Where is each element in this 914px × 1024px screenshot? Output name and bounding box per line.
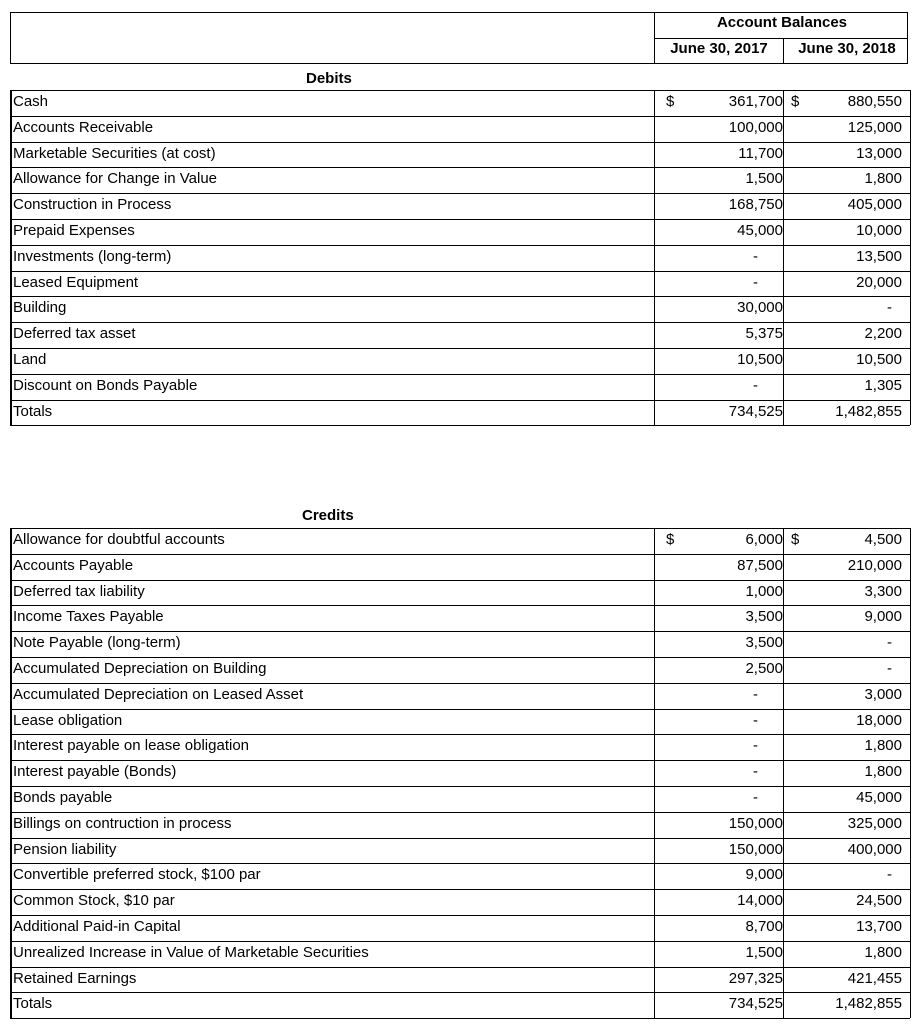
table-row [10, 528, 910, 554]
table-row [10, 142, 910, 168]
value-2017: 8,700 [745, 918, 783, 935]
value-2018: 1,800 [864, 763, 902, 781]
value-2018: 1,305 [864, 376, 902, 394]
debits-column-divider [783, 90, 784, 425]
value-2017: - [753, 789, 758, 806]
table-row [10, 838, 910, 864]
value-2018: 2,200 [864, 325, 902, 343]
row-label: Accumulated Depreciation on Building [13, 660, 267, 677]
row-label: Interest payable (Bonds) [13, 763, 177, 781]
row-label: Pension liability [13, 840, 117, 858]
value-2018: 400,000 [847, 840, 902, 858]
value-2017: 1,500 [745, 170, 783, 188]
table-row [10, 271, 910, 297]
row-label: Common Stock, $10 par [13, 892, 175, 910]
value-2018: 13,500 [856, 247, 902, 265]
currency-symbol-2017: $ [666, 93, 675, 110]
row-label: Construction in Process [13, 196, 172, 214]
row-label: Marketable Securities (at cost) [13, 144, 216, 162]
table-row [10, 967, 910, 993]
currency-symbol-2017: $ [666, 531, 675, 548]
value-2017: - [753, 711, 758, 729]
row-label: Billings on contruction in process [13, 814, 232, 832]
row-label: Leased Equipment [13, 273, 139, 291]
value-2017: - [753, 685, 758, 703]
table-row [10, 683, 910, 709]
table-row [10, 760, 910, 786]
credits-column-divider [910, 528, 911, 1018]
value-2018: 10,500 [856, 351, 902, 368]
row-label: Convertible preferred stock, $100 par [13, 866, 261, 884]
currency-symbol-2018: $ [791, 93, 800, 110]
table-row [10, 657, 910, 683]
value-2017: - [753, 273, 758, 291]
value-2018: 3,000 [864, 685, 902, 703]
row-label: Retained Earnings [13, 969, 137, 987]
row-label: Interest payable on lease obligation [13, 737, 250, 755]
value-2017: 734,525 [728, 995, 783, 1013]
table-row [10, 992, 910, 1018]
value-2018: - [887, 634, 892, 652]
row-label: Deferred tax asset [13, 325, 136, 343]
value-2017: - [753, 247, 758, 265]
value-2017: 361,700 [728, 93, 783, 110]
value-2017: 150,000 [728, 814, 783, 832]
row-label: Note Payable (long-term) [13, 634, 181, 652]
value-2017: 3,500 [745, 608, 783, 626]
value-2018: 125,000 [847, 118, 902, 136]
value-2017: 150,000 [728, 840, 783, 858]
value-2018: 18,000 [856, 711, 902, 729]
row-label: Cash [13, 93, 49, 110]
value-2017: 87,500 [737, 556, 783, 574]
row-label: Deferred tax liability [13, 582, 145, 600]
value-2017: 10,500 [737, 351, 783, 368]
table-row [10, 116, 910, 142]
row-label: Bonds payable [13, 789, 113, 806]
table-row [10, 400, 910, 426]
row-label: Additional Paid-in Capital [13, 918, 181, 935]
table-row [10, 863, 910, 889]
table-row [10, 374, 910, 400]
table-row [10, 167, 910, 193]
row-divider [10, 1018, 654, 1019]
value-2018: 325,000 [847, 814, 902, 832]
table-row [10, 709, 910, 735]
value-2018: 880,550 [847, 93, 902, 110]
value-2018: 24,500 [856, 892, 902, 910]
value-2018: 13,000 [856, 144, 902, 162]
account-balances-title: Account Balances [716, 14, 848, 31]
column-header-2017: June 30, 2017 [670, 40, 768, 57]
value-divider [654, 1018, 910, 1019]
value-2017: 1,500 [745, 943, 783, 961]
value-2017: 3,500 [745, 634, 783, 652]
table-row [10, 90, 910, 116]
value-2018: - [887, 866, 892, 884]
row-label: Unrealized Increase in Value of Marketable Securities [13, 943, 369, 961]
value-2017: 1,000 [745, 582, 783, 600]
value-2017: 11,700 [738, 144, 783, 162]
table-row [10, 941, 910, 967]
value-2017: 14,000 [737, 892, 783, 910]
credits-column-divider [783, 528, 784, 1018]
row-label: Totals [13, 402, 53, 420]
table-row [10, 786, 910, 812]
value-2018: 210,000 [847, 556, 902, 574]
row-label: Discount on Bonds Payable [13, 376, 198, 394]
value-2018: 45,000 [856, 789, 902, 806]
value-2018: 9,000 [864, 608, 902, 626]
table-row [10, 348, 910, 374]
value-2018: 405,000 [847, 196, 902, 214]
value-2018: - [887, 299, 892, 317]
value-2017: 45,000 [737, 222, 783, 239]
value-2017: - [753, 763, 758, 781]
value-2018: 4,500 [864, 531, 902, 548]
row-label: Investments (long-term) [13, 247, 172, 265]
row-label: Building [13, 299, 67, 317]
row-label: Accumulated Depreciation on Leased Asset [13, 685, 304, 703]
row-label: Income Taxes Payable [13, 608, 164, 626]
table-row [10, 889, 910, 915]
currency-symbol-2018: $ [791, 531, 800, 548]
debits-column-divider [910, 90, 911, 425]
table-row [10, 915, 910, 941]
value-2018: 10,000 [856, 222, 902, 239]
row-label: Allowance for Change in Value [13, 170, 218, 188]
credits-column-divider [654, 528, 655, 1018]
row-label: Lease obligation [13, 711, 123, 729]
row-divider [10, 425, 654, 426]
value-2018: 1,482,855 [835, 995, 902, 1013]
table-row [10, 631, 910, 657]
header-divider-mid [783, 38, 784, 64]
table-row [10, 296, 910, 322]
value-2017: 6,000 [745, 531, 783, 548]
value-2017: 5,375 [745, 325, 783, 343]
table-row [10, 245, 910, 271]
value-2017: 168,750 [728, 196, 783, 214]
value-2018: 1,800 [864, 943, 902, 961]
table-row [10, 580, 910, 606]
table-row [10, 605, 910, 631]
row-label: Accounts Payable [13, 556, 134, 574]
value-2018: - [887, 660, 892, 677]
value-2017: 30,000 [737, 299, 783, 317]
value-2018: 1,482,855 [835, 402, 902, 420]
table-row [10, 812, 910, 838]
column-header-2018: June 30, 2018 [798, 40, 896, 57]
value-2017: 297,325 [728, 969, 783, 987]
value-2018: 20,000 [856, 273, 902, 291]
debits-column-divider [654, 90, 655, 425]
value-2017: 734,525 [728, 402, 783, 420]
value-divider [654, 425, 910, 426]
row-label: Accounts Receivable [13, 118, 154, 136]
table-row [10, 193, 910, 219]
row-label: Land [13, 351, 47, 368]
header-divider-h [654, 38, 908, 39]
value-2017: - [753, 376, 758, 394]
table-row [10, 322, 910, 348]
value-2018: 13,700 [856, 918, 902, 935]
value-2017: 2,500 [745, 660, 783, 677]
debits-title: Debits [306, 70, 352, 87]
credits-title: Credits [302, 507, 354, 524]
row-label: Totals [13, 995, 53, 1013]
value-2018: 3,300 [864, 582, 902, 600]
row-label: Prepaid Expenses [13, 222, 135, 239]
row-label: Allowance for doubtful accounts [13, 531, 225, 548]
value-2017: 9,000 [745, 866, 783, 884]
value-2017: 100,000 [728, 118, 783, 136]
table-row [10, 219, 910, 245]
table-row [10, 734, 910, 760]
value-2018: 1,800 [864, 737, 902, 755]
value-2017: - [753, 737, 758, 755]
value-2018: 421,455 [847, 969, 902, 987]
value-2018: 1,800 [864, 170, 902, 188]
table-row [10, 554, 910, 580]
